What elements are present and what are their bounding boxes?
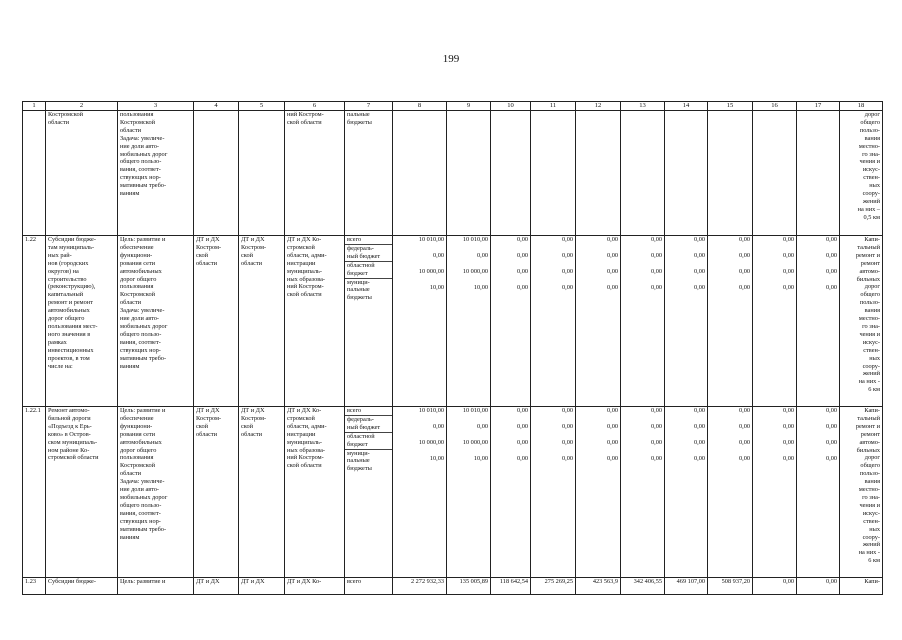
table-cell: Субсидии бюдже- xyxy=(46,578,118,595)
table-cell: пальные бюджеты xyxy=(345,111,393,236)
amount-value: 0,00 xyxy=(650,252,662,259)
amount-cell xyxy=(797,111,840,236)
budget-source: всего xyxy=(345,407,392,416)
amount-value: 10,00 xyxy=(473,455,488,462)
amount-cell xyxy=(753,578,797,595)
amount-cell xyxy=(797,407,840,578)
amount-value: 118 642,54 xyxy=(499,578,528,585)
table-cell: Цель: развитие и обеспечение функциони- рования сети автомобильных дорог общего пользования Костромской области Задача: увеличе- ние доли авто- мобильных дорог общего пользо- вания, соответ- ствующих нор- мативным требо- ваниям xyxy=(118,236,194,407)
amount-value: 10 010,00 xyxy=(462,236,488,243)
amount-value: 0,00 xyxy=(561,284,573,291)
amount-value: 423 563,9 xyxy=(592,578,618,585)
amount-value: 0,00 xyxy=(606,236,618,243)
amount-value: 0,00 xyxy=(693,236,705,243)
amount-cell xyxy=(576,236,621,407)
budget-source: областной бюджет xyxy=(345,262,392,279)
amount-value: 0,00 xyxy=(561,455,573,462)
budget-source: муници- пальные бюджеты xyxy=(347,449,372,473)
amount-value: 0,00 xyxy=(516,439,528,446)
amount-value: 0,00 xyxy=(516,455,528,462)
amount-cell xyxy=(621,111,665,236)
amount-cell xyxy=(491,407,531,578)
amount-value: 508 937,20 xyxy=(721,578,750,585)
amount-value: 0,00 xyxy=(825,578,837,585)
table-cell xyxy=(23,111,46,236)
amount-value: 0,00 xyxy=(561,407,573,414)
table-cell: Капи- тальный ремонт и ремонт автомо- бильных дорог общего пользо- вания местно- го зна- чения и искус- ствен- ных соору- жений на них - 6 км xyxy=(840,236,883,407)
header-row xyxy=(23,102,883,111)
amount-value: 0,00 xyxy=(738,284,750,291)
program-table xyxy=(22,101,883,595)
amount-value: 0,00 xyxy=(606,268,618,275)
amount-value: 10 000,00 xyxy=(418,439,444,446)
amount-value: 0,00 xyxy=(782,439,794,446)
table-cell: ний Костром- ской области xyxy=(285,111,345,236)
amount-cell xyxy=(621,407,665,578)
table-cell: 1.22.1 xyxy=(23,407,46,578)
header-cell: 2 xyxy=(46,102,118,111)
header-cell: 7 xyxy=(345,102,393,111)
amount-value: 0,00 xyxy=(693,252,705,259)
header-cell: 6 xyxy=(285,102,345,111)
amount-cell xyxy=(447,407,491,578)
amount-value: 0,00 xyxy=(825,423,837,430)
amount-value: 0,00 xyxy=(606,284,618,291)
table-cell: 1.23 xyxy=(23,578,46,595)
amount-cell xyxy=(665,407,708,578)
amount-value: 0,00 xyxy=(650,284,662,291)
amount-value: 0,00 xyxy=(738,423,750,430)
amount-value: 0,00 xyxy=(516,423,528,430)
header-cell: 11 xyxy=(531,102,576,111)
amount-value: 275 269,25 xyxy=(544,578,573,585)
amount-cell xyxy=(576,111,621,236)
budget-source: муници- пальные бюджеты xyxy=(347,278,372,302)
amount-value: 0,00 xyxy=(693,268,705,275)
table-cell: ДТ и ДХ Ко- xyxy=(285,578,345,595)
amount-value: 0,00 xyxy=(782,407,794,414)
amount-value: 469 107,00 xyxy=(676,578,705,585)
amount-cell xyxy=(491,236,531,407)
amount-value: 10 000,00 xyxy=(418,268,444,275)
header-cell: 3 xyxy=(118,102,194,111)
amount-value: 0,00 xyxy=(561,423,573,430)
amount-cell xyxy=(531,111,576,236)
amount-cell xyxy=(665,236,708,407)
amount-cell xyxy=(393,407,447,578)
amount-value: 10 010,00 xyxy=(418,236,444,243)
amount-value: 0,00 xyxy=(782,284,794,291)
header-cell: 1 xyxy=(23,102,46,111)
budget-source: областной бюджет xyxy=(345,433,392,450)
amount-value: 0,00 xyxy=(825,268,837,275)
amount-cell xyxy=(621,236,665,407)
amount-value: 10 010,00 xyxy=(462,407,488,414)
amount-value: 0,00 xyxy=(516,236,528,243)
amount-value: 10 000,00 xyxy=(462,268,488,275)
amount-cell xyxy=(708,236,753,407)
amount-value: 10 010,00 xyxy=(418,407,444,414)
header-cell: 13 xyxy=(621,102,665,111)
amount-cell xyxy=(753,236,797,407)
table-cell: Капи- тальный ремонт и ремонт автомо- бильных дорог общего пользо- вания местно- го зна- чения и искус- ствен- ных соору- жений на них - 6 км xyxy=(840,407,883,578)
table-row xyxy=(23,236,883,407)
amount-value: 0,00 xyxy=(825,236,837,243)
amount-value: 0,00 xyxy=(782,423,794,430)
amount-value: 0,00 xyxy=(693,455,705,462)
table-cell: ДТ и ДХ xyxy=(239,578,285,595)
header-cell: 15 xyxy=(708,102,753,111)
amount-value: 0,00 xyxy=(650,455,662,462)
amount-value: 10,00 xyxy=(473,284,488,291)
budget-source-cell xyxy=(345,578,393,595)
budget-source: федераль- ный бюджет xyxy=(345,245,392,262)
amount-cell xyxy=(576,578,621,595)
amount-cell xyxy=(393,578,447,595)
amount-cell xyxy=(621,578,665,595)
budget-source: федераль- ный бюджет xyxy=(345,416,392,433)
amount-value: 0,00 xyxy=(516,252,528,259)
amount-value: 0,00 xyxy=(561,236,573,243)
amount-cell xyxy=(531,236,576,407)
amount-cell xyxy=(665,111,708,236)
amount-value: 0,00 xyxy=(782,268,794,275)
table-row xyxy=(23,111,883,236)
budget-source-cell xyxy=(345,236,393,407)
amount-value: 0,00 xyxy=(606,423,618,430)
amount-cell xyxy=(447,111,491,236)
budget-source: всего xyxy=(347,578,362,585)
table-cell: ДТ и ДХ Ко- стромской области, адми- нистрации муниципаль- ных образова- ний Костром- ской области xyxy=(285,236,345,407)
amount-cell xyxy=(708,578,753,595)
table-cell: Цель: развитие и обеспечение функциони- рования сети автомобильных дорог общего пользования Костромской области Задача: увеличе- ние доли авто- мобильных дорог общего пользо- вания, соответ- ствующих нор- мативным требо- ваниям xyxy=(118,407,194,578)
table-row xyxy=(23,407,883,578)
amount-cell xyxy=(753,407,797,578)
header-cell: 18 xyxy=(840,102,883,111)
amount-value: 0,00 xyxy=(738,252,750,259)
amount-value: 0,00 xyxy=(782,252,794,259)
amount-value: 2 272 932,33 xyxy=(410,578,444,585)
amount-cell xyxy=(531,578,576,595)
table-cell: ДТ и ДХ Ко- стромской области, адми- нистрации муниципаль- ных образова- ний Костром- ской области xyxy=(285,407,345,578)
page-number: 199 xyxy=(442,53,460,65)
amount-value: 0,00 xyxy=(782,236,794,243)
amount-value: 342 406,55 xyxy=(633,578,662,585)
table-cell: Ремонт автомо- бильной дороги «Подъезд к Ерь- ково» в Остров- ском муниципаль- ном районе Ко- стромской области xyxy=(46,407,118,578)
amount-value: 0,00 xyxy=(476,423,488,430)
amount-value: 0,00 xyxy=(693,407,705,414)
header-cell: 8 xyxy=(393,102,447,111)
amount-value: 0,00 xyxy=(738,407,750,414)
amount-cell xyxy=(491,111,531,236)
amount-value: 0,00 xyxy=(476,252,488,259)
amount-cell xyxy=(393,236,447,407)
amount-cell xyxy=(576,407,621,578)
amount-value: 0,00 xyxy=(693,284,705,291)
amount-value: 0,00 xyxy=(606,455,618,462)
amount-value: 0,00 xyxy=(825,284,837,291)
budget-source-cell xyxy=(345,407,393,578)
amount-cell xyxy=(797,236,840,407)
budget-source: всего xyxy=(345,236,392,245)
amount-value: 0,00 xyxy=(693,439,705,446)
header-cell: 16 xyxy=(753,102,797,111)
table-cell xyxy=(239,111,285,236)
table-cell: дорог общего пользо- вания местно- го зна- чения и искус- ствен- ных соору- жений на них – 0,5 км xyxy=(840,111,883,236)
amount-value: 0,00 xyxy=(738,439,750,446)
table-cell: Капи- xyxy=(840,578,883,595)
table-cell: ДТ и ДХ Костром- ской области xyxy=(239,236,285,407)
amount-value: 0,00 xyxy=(650,407,662,414)
amount-value: 0,00 xyxy=(650,236,662,243)
amount-value: 0,00 xyxy=(782,578,794,585)
header-cell: 14 xyxy=(665,102,708,111)
amount-cell xyxy=(753,111,797,236)
amount-value: 0,00 xyxy=(825,407,837,414)
amount-value: 0,00 xyxy=(825,439,837,446)
header-cell: 17 xyxy=(797,102,840,111)
amount-value: 135 005,89 xyxy=(459,578,488,585)
amount-value: 0,00 xyxy=(516,268,528,275)
header-cell: 4 xyxy=(194,102,239,111)
amount-value: 0,00 xyxy=(606,252,618,259)
amount-cell xyxy=(447,236,491,407)
table-cell: пользования Костромской области Задача: увеличе- ние доли авто- мобильных дорог общего пользо- вания, соответ- ствующих нор- мативным требо- ваниям xyxy=(118,111,194,236)
amount-value: 0,00 xyxy=(432,252,444,259)
amount-value: 0,00 xyxy=(825,455,837,462)
amount-value: 0,00 xyxy=(782,455,794,462)
amount-value: 10 000,00 xyxy=(462,439,488,446)
amount-value: 0,00 xyxy=(561,439,573,446)
amount-cell xyxy=(708,407,753,578)
amount-value: 0,00 xyxy=(606,439,618,446)
amount-value: 0,00 xyxy=(738,236,750,243)
header-cell: 9 xyxy=(447,102,491,111)
amount-value: 0,00 xyxy=(738,455,750,462)
amount-cell xyxy=(708,111,753,236)
amount-value: 0,00 xyxy=(650,423,662,430)
amount-value: 10,00 xyxy=(429,284,444,291)
table-cell xyxy=(194,111,239,236)
amount-cell xyxy=(665,578,708,595)
amount-value: 0,00 xyxy=(561,252,573,259)
header-cell: 5 xyxy=(239,102,285,111)
amount-value: 0,00 xyxy=(825,252,837,259)
amount-value: 0,00 xyxy=(606,407,618,414)
amount-cell xyxy=(531,407,576,578)
table-cell: ДТ и ДХ Костром- ской области xyxy=(194,407,239,578)
table-cell: ДТ и ДХ Костром- ской области xyxy=(194,236,239,407)
amount-cell xyxy=(797,578,840,595)
amount-cell xyxy=(393,111,447,236)
table-cell: Костромской области xyxy=(46,111,118,236)
amount-cell xyxy=(447,578,491,595)
amount-value: 0,00 xyxy=(516,407,528,414)
amount-value: 0,00 xyxy=(650,439,662,446)
amount-value: 0,00 xyxy=(693,423,705,430)
amount-value: 0,00 xyxy=(738,268,750,275)
amount-value: 10,00 xyxy=(429,455,444,462)
table-row xyxy=(23,578,883,595)
table-cell: Цель: развитие и xyxy=(118,578,194,595)
table-cell: ДТ и ДХ Костром- ской области xyxy=(239,407,285,578)
header-cell: 12 xyxy=(576,102,621,111)
amount-value: 0,00 xyxy=(432,423,444,430)
amount-value: 0,00 xyxy=(561,268,573,275)
amount-value: 0,00 xyxy=(516,284,528,291)
header-cell: 10 xyxy=(491,102,531,111)
amount-cell xyxy=(491,578,531,595)
amount-value: 0,00 xyxy=(650,268,662,275)
table-cell: ДТ и ДХ xyxy=(194,578,239,595)
table-cell: Субсидии бюдже- там муниципаль- ных рай- нов (городских округов) на строительство (реконструкцию), капитальный ремонт и ремонт автомобильных дорог общего пользования мест- ного значения в рамках инвестиционных проектов, в том числе на: xyxy=(46,236,118,407)
table-cell: 1.22 xyxy=(23,236,46,407)
